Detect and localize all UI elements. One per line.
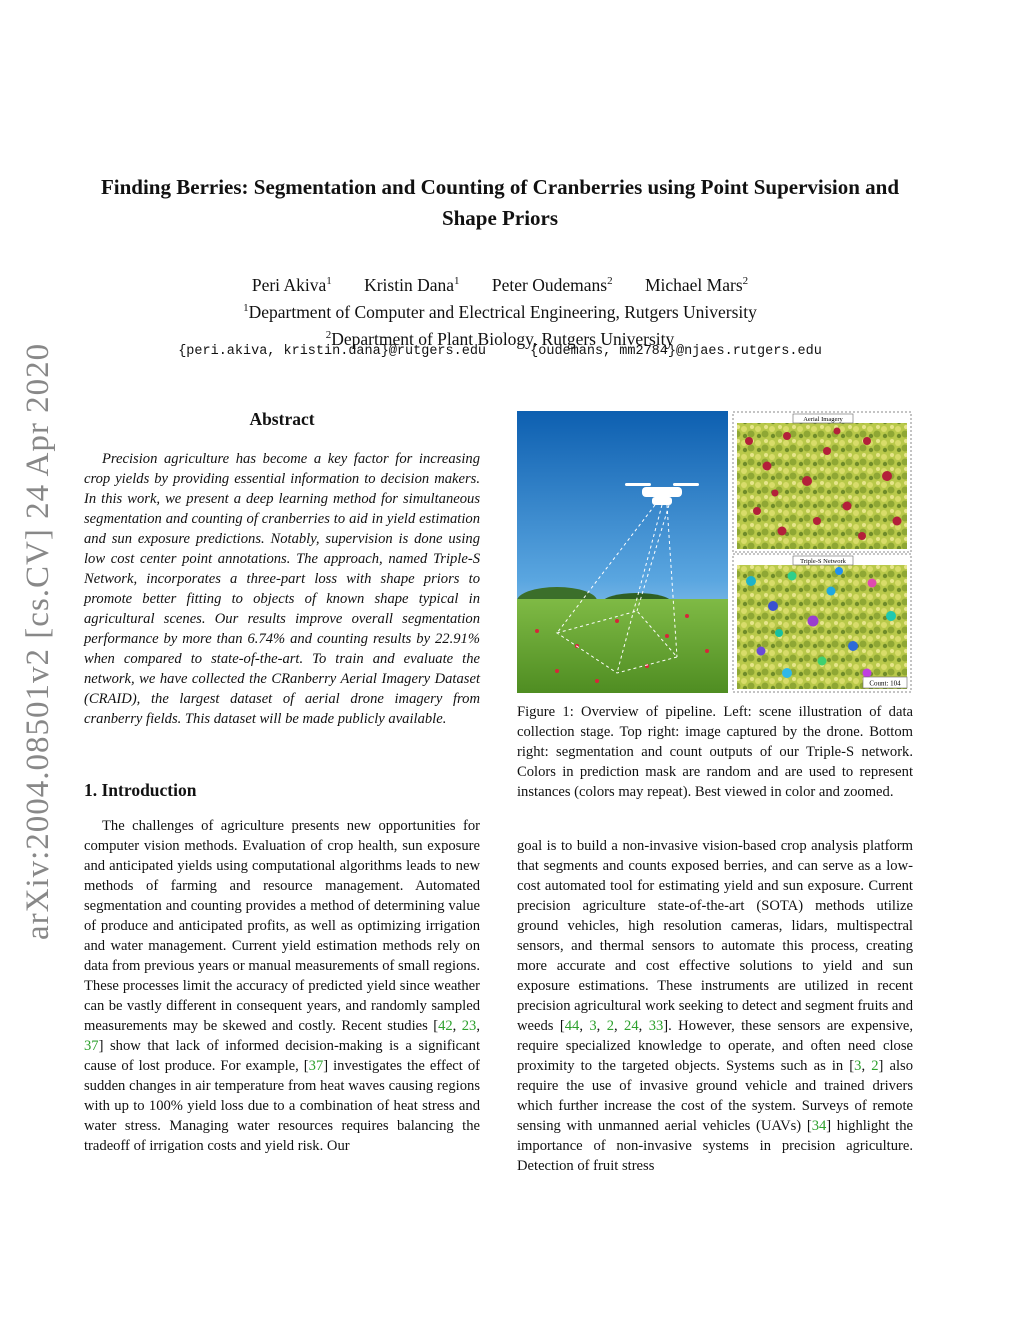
paper-title: Finding Berries: Segmentation and Counting of Cranberries using Point Supervision and Shape Priors — [100, 175, 900, 230]
citation-link[interactable]: 3 — [854, 1058, 862, 1074]
citation-link[interactable]: 42 — [438, 1018, 453, 1034]
email-2: {oudemans, mm2784}@njaes.rutgers.edu — [530, 344, 822, 359]
affiliation-number: 1 — [243, 301, 249, 314]
text-run: ] show that lack of informed decision-making is a significant cause of lost produce. For example, [ — [84, 1038, 480, 1074]
citation-link[interactable]: 2 — [871, 1058, 879, 1074]
network-label: Triple-S Network — [800, 558, 846, 565]
introduction-section — [84, 780, 480, 1156]
arxiv-stamp: arXiv:2004.08501v2 [cs.CV] 24 Apr 2020 — [20, 342, 56, 940]
abstract-heading: Abstract — [249, 409, 315, 429]
text-run: ] investigates the effect of sudden changes in air temperature from heat waves causing regions with up to 100% yield loss due to a combination of heat stress and water stress. Managing water resources requires balancing the tradeoff of irrigation costs and yield risk. Our — [84, 1058, 480, 1154]
author-list — [80, 270, 920, 297]
network-output-panel — [733, 554, 911, 692]
email-1: {peri.akiva, kristin.dana}@rutgers.edu — [178, 344, 487, 359]
affiliation-text: Department of Plant Biology, Rutgers University — [331, 328, 675, 349]
introduction-heading: 1. Introduction — [84, 780, 197, 800]
author-name: Peter Oudemans — [491, 274, 608, 295]
affiliation-number: 2 — [325, 328, 332, 341]
continued-paragraph: goal is to build a non-invasive vision-based crop analysis platform that segments and counts exposed berries, and can serve as a low-cost automated tool for estimating yield and sun exposure. Current precision agriculture state-of-the-art (SOTA) methods utilize ground vehicles, high resolution cameras, lidars, multispectral sensors, and thermal sensors to automate this process, creating more accurate and cost effective solutions to yield and sun exposure estimations. These instruments are utilized in recent precision agricultural work seeking to detect and segment fruits and weeds [44, 3, 2, 24, 33]. However, these sensors are expensive, require specialized knowledge to operate, and often need close proximity to the targeted objects. Systems such as in [3, 2] also require the use of invasive ground vehicle and trained drivers which further increase the cost of the system. Surveys of remote sensing with unmanned aerial vehicles (UAVs) [34] highlight the importance of non-invasive systems in precision agriculture. Detection of fruit stress — [517, 838, 914, 1174]
author-affiliation-mark: 2 — [742, 275, 749, 287]
author-affiliation-mark: 1 — [454, 275, 460, 287]
author-block — [80, 270, 920, 350]
figure-1 — [517, 411, 913, 693]
text-run: ]. However, these sensors are expensive, require specialized knowledge to operate, and often need close proximity to the targeted objects. Systems such as in [ — [517, 1018, 914, 1074]
scene-illustration — [517, 411, 728, 693]
author-2 — [364, 275, 459, 295]
citation-link[interactable]: 37 — [84, 1038, 99, 1054]
figure-caption: Figure 1: Overview of pipeline. Left: scene illustration of data collection stage. Top right: image captured by the drone. Bottom right: segmentation and count outputs of our Triple-S network. Colors in prediction mask are random and are used to represent instances (colors may repeat). Best viewed in color and zoomed. — [517, 704, 913, 800]
author-name: Kristin Dana — [364, 274, 455, 295]
introduction-paragraph: The challenges of agriculture presents new opportunities for computer vision methods. Evaluation of crop health, sun exposure and anticipated yields using computational algorithms leads to new methods of farming and resource management. Automated segmentation and counting provides a method of determining value of produce and anticipated profits, as well as optimizing irrigation and water management. Current yield estimation methods rely on data from previous years or manual measurements of small regions. These processes limit the accuracy of predicted yield since weather can be vastly different in consequent years, and randomly sampled measurements may be skewed and costly. Recent studies [42, 23, 37] show that lack of informed decision-making is a significant cause of lost produce. For example, [37] investigates the effect of sudden changes in air temperature from heat waves causing regions with up to 100% yield loss due to a combination of heat stress and water stress. Managing water resources requires balancing the tradeoff of irrigation costs and yield risk. Our — [84, 818, 480, 1154]
affiliation-1 — [80, 297, 920, 324]
citation-link[interactable]: 37 — [308, 1058, 324, 1074]
author-name: Peri Akiva — [251, 274, 327, 295]
abstract-text: Precision agriculture has become a key factor for increasing crop yields by providing essential information to decision makers. In this work, we present a deep learning method for simultaneous segmentation and counting of cranberries to aid in yield estimation and sun exposure predictions. Notably, supervision is done using low cost center point annotations. The approach, named Triple-S Network, incorporates a three-part loss with shape priors to promote better fitting to objects of known shape typical in agricultural scenes. Our results improve overall segmentation performance by more than 6.74% and counting results by 22.91% when compared to state-of-the-art. To train and evaluate the network, we have collected the CRanberry Aerial Imagery Dataset (CRAID), the largest dataset of aerial drone imagery from cranberry fields. This dataset will be made publicly available. — [84, 451, 480, 727]
author-affiliation-mark: 1 — [326, 275, 332, 287]
count-label: Count: 104 — [869, 679, 901, 688]
author-name: Michael Mars — [644, 274, 743, 295]
abstract-section — [84, 409, 480, 729]
aerial-imagery-panel — [733, 412, 911, 552]
citation-link[interactable]: 34 — [811, 1118, 827, 1134]
citation-link[interactable]: 24 — [624, 1018, 639, 1034]
citation-link[interactable]: 3 — [589, 1018, 597, 1034]
citation-link[interactable]: 2 — [606, 1018, 614, 1034]
author-4 — [645, 275, 748, 295]
text-run: ] highlight the importance of non-invasive systems in precision agriculture. Detection of fruit stress — [517, 1118, 913, 1174]
citation-link[interactable]: 44 — [564, 1018, 580, 1034]
citation-link[interactable]: 33 — [648, 1018, 664, 1034]
author-3 — [492, 275, 613, 295]
author-1 — [252, 275, 332, 295]
author-affiliation-mark: 2 — [607, 275, 613, 287]
text-run: The challenges of agriculture presents new opportunities for computer vision methods. Evaluation of crop health, sun exposure and anticipated yields using computational algorithms leads to new methods of farming and resource management. Automated segmentation and counting provides a method of determining value of produce and anticipated profits, as well as optimizing irrigation and water management. Current yield estimation methods rely on data from previous years or manual measurements of small regions. These processes limit the accuracy of predicted yield since weather can be vastly different in consequent years, and randomly sampled measurements may be skewed and costly. Recent studies [ — [84, 818, 480, 1034]
pipeline-illustration — [517, 411, 913, 693]
email-line — [80, 344, 920, 359]
text-run: goal is to build a non-invasive vision-based crop analysis platform that segments and counts exposed berries, and can serve as a low-cost automated tool for estimating yield and sun exposure. Current precision agriculture state-of-the-art (SOTA) methods utilize ground vehicles, high resolution cameras, lidars, multispectral sensors, and thermal sensors to automate this process, creating more accurate and cost effective solutions to yield and sun exposure estimations. These instruments are utilized in recent precision agricultural work seeking to detect and segment fruits and weeds [ — [517, 838, 913, 1034]
affiliation-text: Department of Computer and Electrical Engineering, Rutgers University — [248, 301, 757, 322]
aerial-imagery-label: Aerial Imagery — [803, 416, 843, 423]
right-column-text — [517, 836, 913, 1176]
citation-link[interactable]: 23 — [461, 1018, 477, 1034]
text-run: ] also require the use of invasive ground vehicle and trained drivers which further increase the cost of the system. Surveys of remote sensing with unmanned aerial vehicles (UAVs) [ — [517, 1058, 914, 1134]
